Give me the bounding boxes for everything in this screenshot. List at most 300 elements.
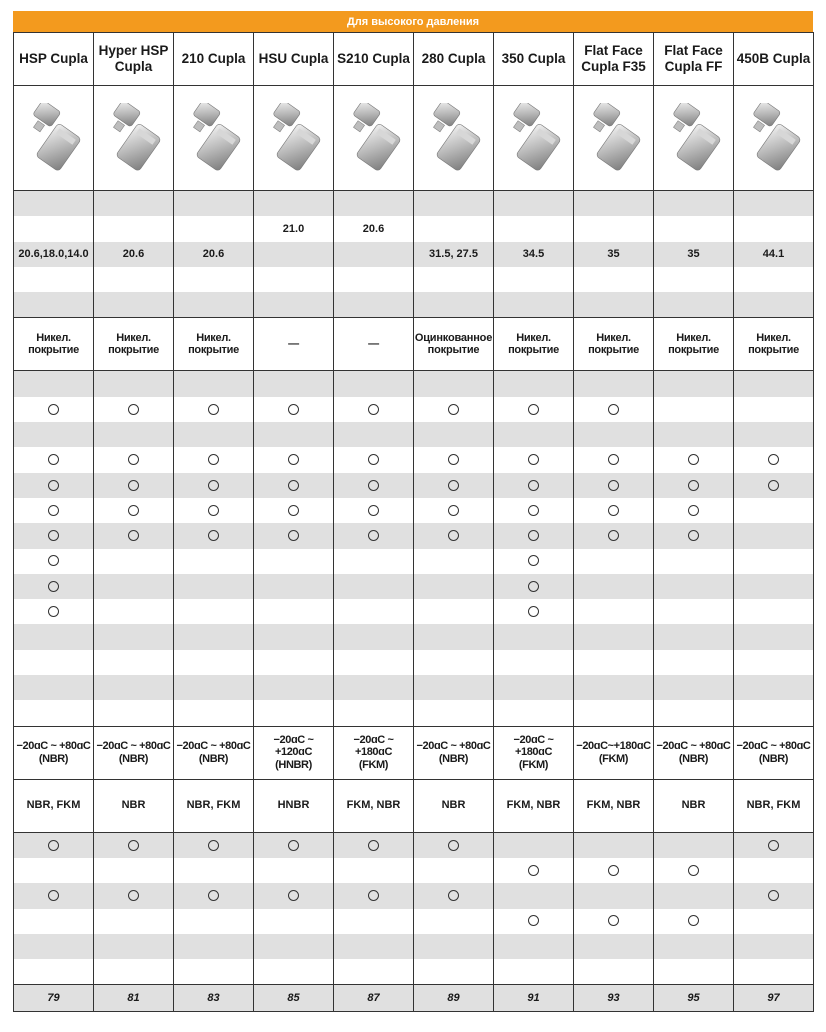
page-ref-1-text: 81 [127, 991, 140, 1004]
temp-range: −20ɑC ~ +80ɑC [416, 740, 491, 752]
row-mark-g-c9 [734, 574, 814, 599]
page-ref-8 [654, 985, 734, 1011]
row-blank-2 [14, 267, 814, 292]
temp-range: −20ɑC ~ +180ɑC [353, 733, 394, 759]
product-name-3 [254, 33, 334, 86]
circle-icon [688, 480, 699, 491]
row-mark-g-c1 [94, 574, 174, 599]
page-ref-7 [574, 985, 654, 1011]
row-mark-i-c4 [334, 832, 414, 858]
page-ref-4 [334, 985, 414, 1011]
seals-9 [734, 779, 814, 832]
product-name-0 [14, 33, 94, 86]
seals-4-text: FKM, NBR [346, 799, 401, 812]
row-blank-2-c0 [14, 267, 94, 292]
circle-icon [768, 480, 779, 491]
product-name-6 [494, 33, 574, 86]
temp-range: −20ɑC ~ +80ɑC [16, 740, 91, 752]
row-mark-i-c2 [174, 832, 254, 858]
row-blank-5-c2 [174, 422, 254, 447]
product-name-1 [94, 33, 174, 86]
row-blank-4-c4 [334, 371, 414, 397]
product-name-5 [414, 33, 494, 86]
circle-icon [368, 480, 379, 491]
row-blank-9-c0 [14, 700, 94, 726]
product-name-2-text: 210 Cupla [181, 51, 246, 67]
coating-1 [94, 318, 174, 371]
circle-icon [288, 840, 299, 851]
row-mark-b-c5 [414, 447, 494, 472]
row-blank-5-c0 [14, 422, 94, 447]
page-ref-5-text: 89 [447, 991, 460, 1004]
row-blank-4-c3 [254, 371, 334, 397]
pressure-5 [414, 242, 494, 267]
product-name-3-text: HSU Cupla [258, 51, 329, 67]
seals-6-text: FKM, NBR [506, 799, 561, 812]
coupling-photo [257, 103, 331, 173]
row-blank-5-c4 [334, 422, 414, 447]
product-name-6-text: 350 Cupla [501, 51, 566, 67]
seals-6 [494, 779, 574, 832]
row-mark-i-c0 [14, 832, 94, 858]
row-mark-a-c1 [94, 397, 174, 422]
product-photo-9 [734, 86, 814, 191]
row-mark-a-c5 [414, 397, 494, 422]
row-blank-1-c6 [494, 191, 574, 217]
row-blank-6-c4 [334, 624, 414, 649]
circle-icon [48, 555, 59, 566]
row-mark-l-c8 [654, 909, 734, 934]
circle-icon [288, 454, 299, 465]
photo-row [14, 86, 814, 191]
pressure-8 [654, 242, 734, 267]
row-mark-g-c6 [494, 574, 574, 599]
row-blank-10 [14, 934, 814, 959]
circle-icon [128, 404, 139, 415]
row-mark-l-c3 [254, 909, 334, 934]
coating-9 [734, 318, 814, 371]
row-mark-k-c8 [654, 883, 734, 908]
coating-5-text: Оцинкованное покрытие [414, 331, 493, 357]
pressure-upper-9 [734, 216, 814, 241]
row-mark-f-c1 [94, 549, 174, 574]
row-mark-b-c0 [14, 447, 94, 472]
row-mark-c-c2 [174, 473, 254, 498]
coupling-photo [177, 103, 251, 173]
page-ref-2-text: 83 [207, 991, 220, 1004]
row-mark-e-c7 [574, 523, 654, 548]
circle-icon [448, 530, 459, 541]
row-blank-9-c4 [334, 700, 414, 726]
temp-0 [14, 726, 94, 779]
row-blank-4-c8 [654, 371, 734, 397]
page-ref-2 [174, 985, 254, 1011]
row-mark-c-c0 [14, 473, 94, 498]
row-seals [14, 779, 814, 832]
coating-8-text: Никел. покрытие [668, 331, 719, 357]
row-blank-7-c3 [254, 650, 334, 675]
circle-icon [48, 404, 59, 415]
circle-icon [688, 454, 699, 465]
circle-icon [528, 505, 539, 516]
row-mark-l-c2 [174, 909, 254, 934]
row-mark-c-c8 [654, 473, 734, 498]
temp-seal: (FKM) [598, 752, 629, 765]
pressure-1 [94, 242, 174, 267]
circle-icon [528, 480, 539, 491]
circle-icon [528, 581, 539, 592]
circle-icon [288, 530, 299, 541]
circle-icon [288, 404, 299, 415]
row-mark-f [14, 549, 814, 574]
seals-4 [334, 779, 414, 832]
circle-icon [448, 454, 459, 465]
coating-0-text: Никел. покрытие [28, 331, 79, 357]
row-mark-d-c7 [574, 498, 654, 523]
row-mark-f-c2 [174, 549, 254, 574]
circle-icon [48, 505, 59, 516]
circle-icon [288, 505, 299, 516]
pressure-upper-8 [654, 216, 734, 241]
row-blank-8-c7 [574, 675, 654, 700]
coupling-photo [97, 103, 171, 173]
circle-icon [208, 454, 219, 465]
pressure-upper-7 [574, 216, 654, 241]
row-pressure-upper [14, 216, 814, 241]
row-blank-11-c4 [334, 959, 414, 985]
row-blank-7-c9 [734, 650, 814, 675]
row-blank-11-c0 [14, 959, 94, 985]
row-mark-h-c8 [654, 599, 734, 624]
row-blank-6-c9 [734, 624, 814, 649]
product-name-4 [334, 33, 414, 86]
circle-icon [608, 865, 619, 876]
row-mark-j-c7 [574, 858, 654, 883]
temp-6 [494, 726, 574, 779]
row-mark-h-c5 [414, 599, 494, 624]
circle-icon [368, 454, 379, 465]
circle-icon [768, 840, 779, 851]
seals-1-text: NBR [121, 799, 146, 812]
table-banner: Для высокого давления [13, 11, 813, 32]
row-blank-10-c0 [14, 934, 94, 959]
row-mark-c-c9 [734, 473, 814, 498]
pressure-upper-6 [494, 216, 574, 241]
row-mark-a-c2 [174, 397, 254, 422]
row-mark-c-c7 [574, 473, 654, 498]
circle-icon [448, 840, 459, 851]
circle-icon [128, 530, 139, 541]
row-blank-8-c8 [654, 675, 734, 700]
row-blank-6-c0 [14, 624, 94, 649]
row-blank-3-c5 [414, 292, 494, 318]
product-name-0-text: HSP Cupla [19, 51, 88, 67]
row-mark-i [14, 832, 814, 858]
seals-5 [414, 779, 494, 832]
row-mark-g-c8 [654, 574, 734, 599]
product-name-5-text: 280 Cupla [421, 51, 486, 67]
pressure-upper-4 [334, 216, 414, 241]
row-mark-f-c4 [334, 549, 414, 574]
row-blank-1 [14, 191, 814, 217]
row-blank-11-c9 [734, 959, 814, 985]
row-blank-7-c5 [414, 650, 494, 675]
pressure-2-text: 20.6 [202, 247, 225, 260]
temp-seal: (NBR) [438, 752, 469, 765]
coating-8 [654, 318, 734, 371]
row-mark-l-c6 [494, 909, 574, 934]
row-mark-i-c6 [494, 832, 574, 858]
temp-7 [574, 726, 654, 779]
circle-icon [368, 840, 379, 851]
row-blank-3 [14, 292, 814, 318]
page-ref-3-text: 85 [287, 991, 300, 1004]
temp-9 [734, 726, 814, 779]
row-blank-7-c8 [654, 650, 734, 675]
row-blank-10-c3 [254, 934, 334, 959]
row-mark-l [14, 909, 814, 934]
row-blank-5-c1 [94, 422, 174, 447]
row-mark-i-c8 [654, 832, 734, 858]
row-blank-11 [14, 959, 814, 985]
seals-2 [174, 779, 254, 832]
row-mark-k-c1 [94, 883, 174, 908]
seals-3 [254, 779, 334, 832]
row-blank-11-c2 [174, 959, 254, 985]
coating-4-text: — [368, 338, 379, 351]
product-table [13, 32, 814, 1012]
row-mark-g-c0 [14, 574, 94, 599]
row-mark-i-c3 [254, 832, 334, 858]
pressure-upper-0 [14, 216, 94, 241]
row-mark-g-c7 [574, 574, 654, 599]
circle-icon [288, 480, 299, 491]
row-blank-9-c2 [174, 700, 254, 726]
row-blank-4-c7 [574, 371, 654, 397]
row-temperature [14, 726, 814, 779]
pressure-upper-1 [94, 216, 174, 241]
row-blank-7-c0 [14, 650, 94, 675]
circle-icon [768, 890, 779, 901]
seals-3-text: HNBR [277, 799, 310, 812]
row-blank-8-c3 [254, 675, 334, 700]
row-blank-10-c6 [494, 934, 574, 959]
circle-icon [48, 480, 59, 491]
row-blank-8-c1 [94, 675, 174, 700]
row-blank-4-c9 [734, 371, 814, 397]
row-blank-1-c9 [734, 191, 814, 217]
temp-range: −20ɑC ~ +80ɑC [96, 740, 171, 752]
row-blank-9-c7 [574, 700, 654, 726]
row-mark-d-c5 [414, 498, 494, 523]
row-blank-9 [14, 700, 814, 726]
row-blank-6-c2 [174, 624, 254, 649]
circle-icon [208, 404, 219, 415]
row-mark-h-c9 [734, 599, 814, 624]
row-mark-i-c1 [94, 832, 174, 858]
row-blank-1-c3 [254, 191, 334, 217]
row-mark-d [14, 498, 814, 523]
row-blank-3-c6 [494, 292, 574, 318]
row-blank-10-c2 [174, 934, 254, 959]
row-mark-f-c9 [734, 549, 814, 574]
temp-seal: (NBR) [678, 752, 709, 765]
pressure-1-text: 20.6 [122, 247, 145, 260]
circle-icon [208, 840, 219, 851]
row-blank-10-c7 [574, 934, 654, 959]
row-blank-10-c9 [734, 934, 814, 959]
row-blank-2-c3 [254, 267, 334, 292]
coating-1-text: Никел. покрытие [108, 331, 159, 357]
row-blank-1-c7 [574, 191, 654, 217]
pressure-6 [494, 242, 574, 267]
row-blank-7-c7 [574, 650, 654, 675]
row-blank-4-c1 [94, 371, 174, 397]
row-blank-4-c6 [494, 371, 574, 397]
temp-seal: (NBR) [118, 752, 149, 765]
circle-icon [448, 505, 459, 516]
page-ref-5 [414, 985, 494, 1011]
row-mark-h-c0 [14, 599, 94, 624]
row-blank-1-c2 [174, 191, 254, 217]
pressure-3 [254, 242, 334, 267]
circle-icon [608, 480, 619, 491]
row-mark-c-c5 [414, 473, 494, 498]
row-blank-11-c8 [654, 959, 734, 985]
row-mark-h [14, 599, 814, 624]
row-blank-3-c9 [734, 292, 814, 318]
row-mark-c [14, 473, 814, 498]
circle-icon [528, 555, 539, 566]
circle-icon [128, 505, 139, 516]
row-mark-d-c4 [334, 498, 414, 523]
temp-range: −20ɑC ~ +120ɑC [273, 733, 314, 759]
row-mark-e-c6 [494, 523, 574, 548]
row-blank-11-c1 [94, 959, 174, 985]
row-mark-b [14, 447, 814, 472]
row-mark-k-c6 [494, 883, 574, 908]
coating-3 [254, 318, 334, 371]
temp-range: −20ɑC ~ +180ɑC [513, 733, 554, 759]
coating-5 [414, 318, 494, 371]
temp-2 [174, 726, 254, 779]
product-photo-2 [174, 86, 254, 191]
page-ref-7-text: 93 [607, 991, 620, 1004]
row-mark-h-c4 [334, 599, 414, 624]
row-mark-d-c2 [174, 498, 254, 523]
row-blank-6-c5 [414, 624, 494, 649]
row-blank-2-c8 [654, 267, 734, 292]
row-blank-7-c6 [494, 650, 574, 675]
temp-5 [414, 726, 494, 779]
row-mark-b-c2 [174, 447, 254, 472]
row-mark-i-c7 [574, 832, 654, 858]
row-blank-3-c0 [14, 292, 94, 318]
row-mark-j [14, 858, 814, 883]
product-name-7 [574, 33, 654, 86]
product-name-8-text: Flat Face Cupla FF [664, 43, 723, 74]
row-mark-l-c1 [94, 909, 174, 934]
row-mark-j-c8 [654, 858, 734, 883]
row-mark-a-c4 [334, 397, 414, 422]
row-mark-j-c4 [334, 858, 414, 883]
page-ref-8-text: 95 [687, 991, 700, 1004]
page-ref-6 [494, 985, 574, 1011]
product-photo-6 [494, 86, 574, 191]
temp-seal: (FKM) [358, 758, 389, 771]
seals-7-text: FKM, NBR [586, 799, 641, 812]
pressure-0-text: 20.6,18.0,14.0 [18, 247, 89, 260]
row-blank-10-c8 [654, 934, 734, 959]
row-mark-j-c1 [94, 858, 174, 883]
row-blank-3-c8 [654, 292, 734, 318]
row-blank-5-c3 [254, 422, 334, 447]
row-mark-d-c1 [94, 498, 174, 523]
circle-icon [688, 865, 699, 876]
circle-icon [368, 890, 379, 901]
row-mark-d-c6 [494, 498, 574, 523]
row-mark-j-c6 [494, 858, 574, 883]
row-blank-1-c5 [414, 191, 494, 217]
row-blank-7 [14, 650, 814, 675]
temp-seal: (HNBR) [275, 758, 312, 771]
coupling-photo [657, 103, 731, 173]
coating-9-text: Никел. покрытие [748, 331, 799, 357]
row-mark-a-c0 [14, 397, 94, 422]
row-blank-8-c5 [414, 675, 494, 700]
seals-7 [574, 779, 654, 832]
row-blank-2-c7 [574, 267, 654, 292]
row-mark-f-c6 [494, 549, 574, 574]
row-blank-2-c2 [174, 267, 254, 292]
circle-icon [688, 505, 699, 516]
row-mark-b-c8 [654, 447, 734, 472]
pressure-9-text: 44.1 [762, 247, 785, 260]
product-photo-8 [654, 86, 734, 191]
pressure-8-text: 35 [687, 247, 700, 260]
row-mark-c-c3 [254, 473, 334, 498]
row-mark-k-c7 [574, 883, 654, 908]
circle-icon [528, 915, 539, 926]
header-row [14, 33, 814, 86]
row-mark-d-c0 [14, 498, 94, 523]
circle-icon [608, 404, 619, 415]
seals-0 [14, 779, 94, 832]
row-blank-8-c2 [174, 675, 254, 700]
circle-icon [288, 890, 299, 901]
pressure-9 [734, 242, 814, 267]
row-mark-j-c5 [414, 858, 494, 883]
row-mark-l-c9 [734, 909, 814, 934]
row-blank-5-c7 [574, 422, 654, 447]
coating-6 [494, 318, 574, 371]
row-blank-4 [14, 371, 814, 397]
product-name-9-text: 450B Cupla [736, 51, 811, 67]
row-blank-8-c9 [734, 675, 814, 700]
row-mark-h-c2 [174, 599, 254, 624]
pressure-5-text: 31.5, 27.5 [429, 247, 478, 260]
row-blank-9-c1 [94, 700, 174, 726]
circle-icon [128, 890, 139, 901]
row-mark-k-c9 [734, 883, 814, 908]
row-mark-f-c7 [574, 549, 654, 574]
row-mark-e [14, 523, 814, 548]
row-mark-b-c1 [94, 447, 174, 472]
circle-icon [208, 505, 219, 516]
coating-2-text: Никел. покрытие [188, 331, 239, 357]
coupling-photo [577, 103, 651, 173]
circle-icon [608, 915, 619, 926]
